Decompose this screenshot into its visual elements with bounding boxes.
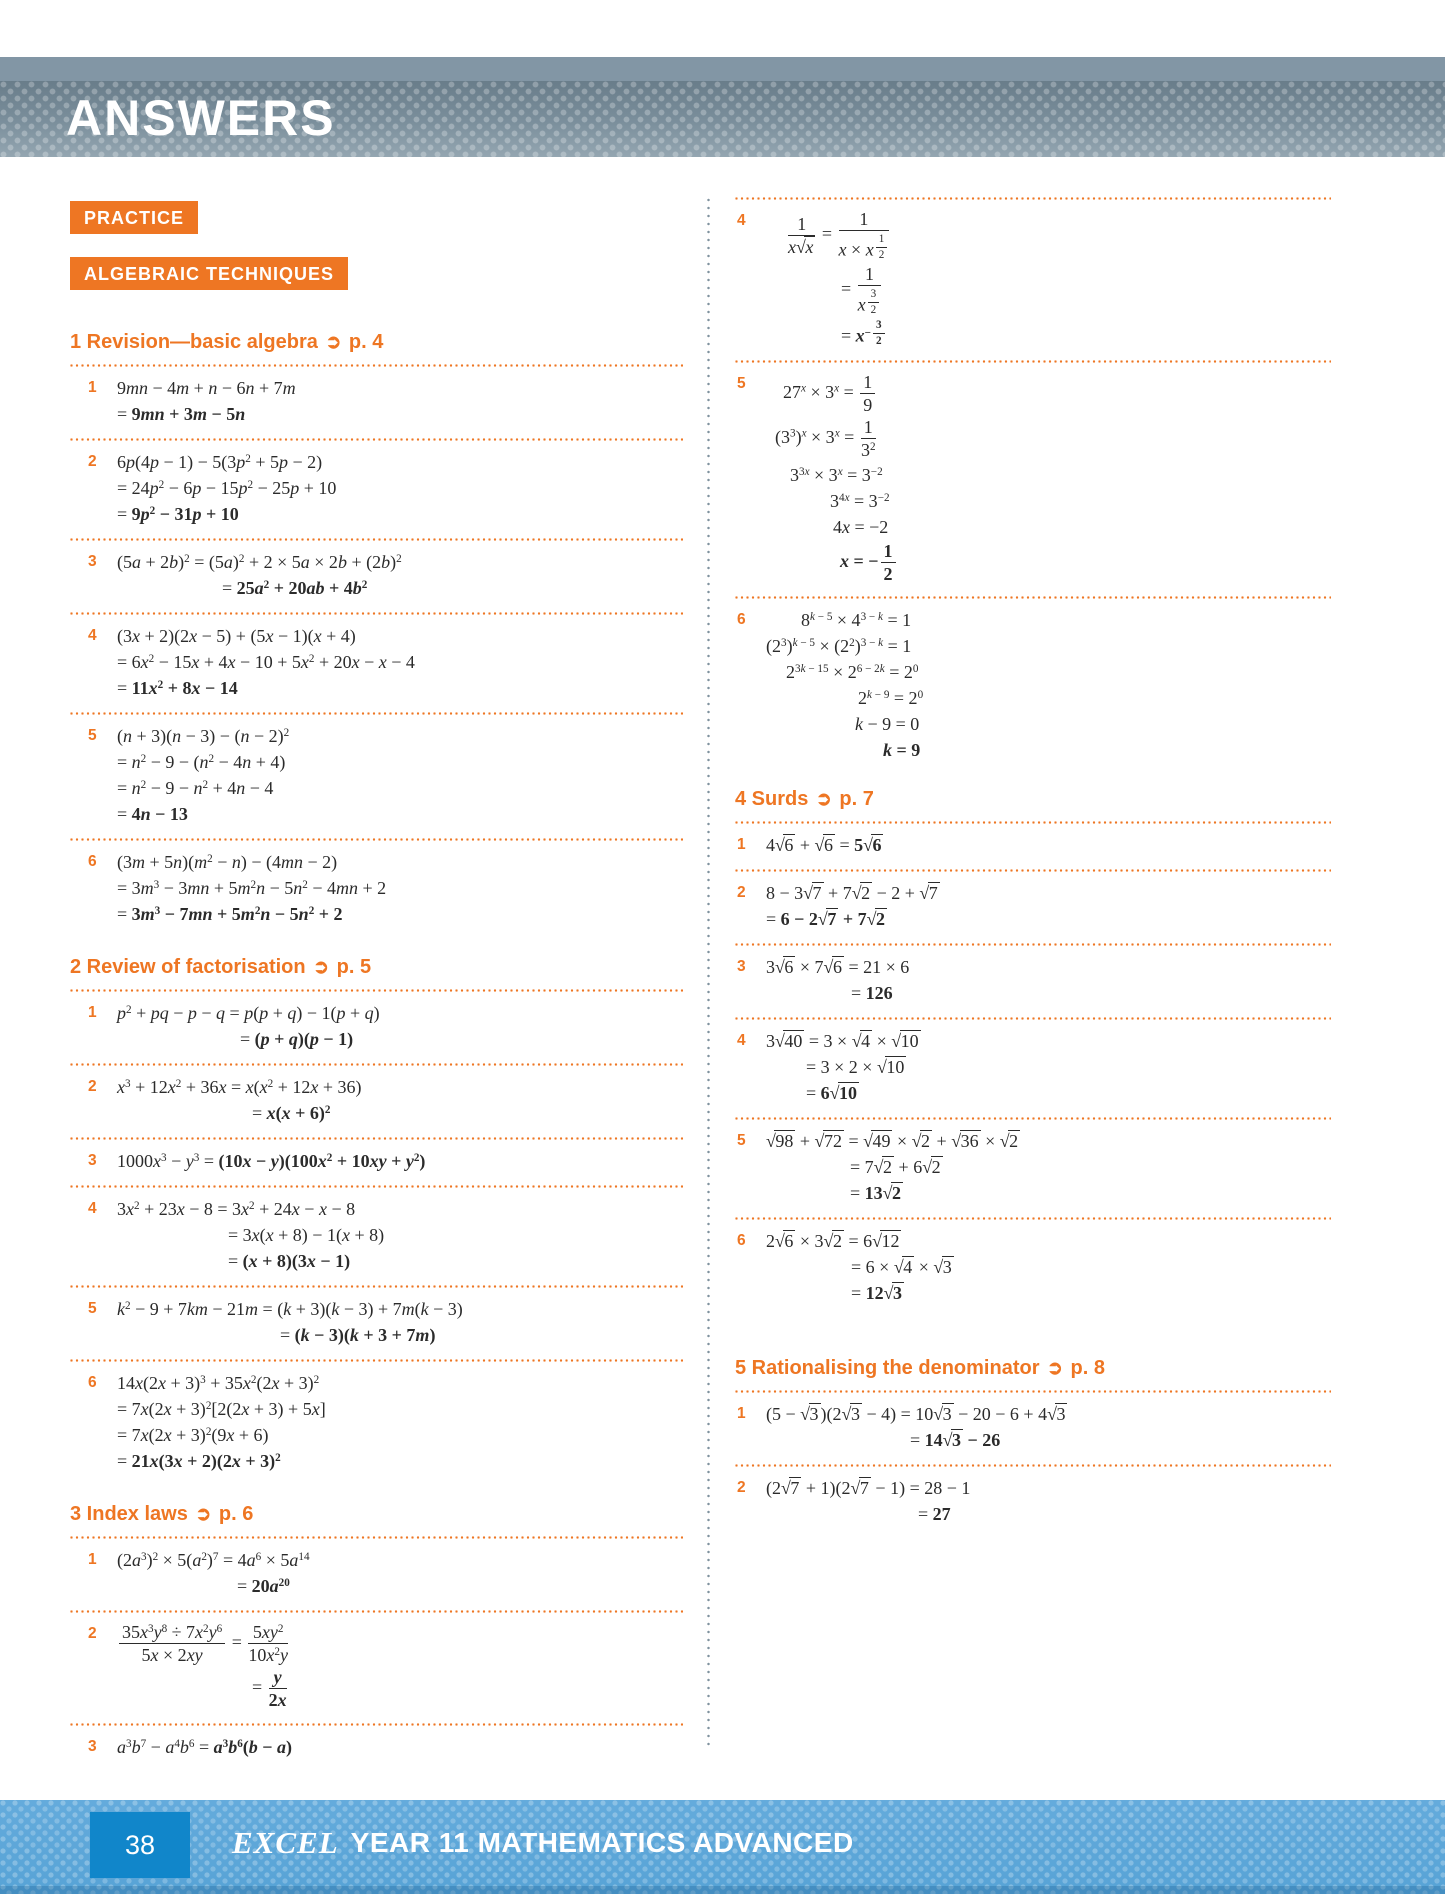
practice-label: PRACTICE — [70, 201, 198, 234]
math-line: 9mn − 4m + n − 6n + 7m — [117, 378, 296, 398]
math-line: 8 − 3√7 + 7√2 − 2 + √7 — [766, 882, 938, 903]
math-line: $(5a + 2b)^2 = (5a)^2 + 2 \times 5a \times 2b + (2b)^2$ — [117, 552, 402, 572]
item-number: 5 — [88, 1300, 97, 1317]
item-number: 3 — [88, 553, 97, 570]
item-number: 4 — [737, 1031, 746, 1049]
page-title: ANSWERS — [66, 90, 336, 146]
item-body — [766, 1401, 1331, 1453]
page-ref-arrow-icon: ➲ — [195, 1504, 212, 1525]
math-line: = 12√3 — [851, 1282, 903, 1303]
answer-item — [70, 1146, 683, 1178]
item-number: 1 — [737, 1404, 746, 1422]
item-separator — [70, 1063, 683, 1066]
math-line: $\frac{35x^3y^8 \div 7x^2y^6}{5x \times 2xy}$ = $\frac{5xy^2}{10x^2y}$ — [117, 1621, 683, 1666]
math-line: $(2a^3)^2 \times 5(a^2)^7 = 4a^6 \times 5a^{14}$ — [117, 1550, 310, 1570]
item-body — [766, 1228, 1331, 1306]
math-line: $2^{3k - 15} \times 2^{6 - 2k} = 2^0$ — [786, 661, 919, 682]
math-line: (5 − √3 )(2√3 − 4) = 10√3 − 20 − 6 + 4√3 — [766, 1403, 1066, 1424]
math-line: $k^2 - 9 + 7km - 21m = (k + 3)(k - 3) + 7m(k - 3)$ — [117, 1299, 463, 1319]
answer-item — [735, 1126, 1331, 1210]
item-number: 2 — [88, 1078, 97, 1095]
answer-item — [735, 206, 1331, 353]
item-body — [117, 1074, 683, 1126]
math-line: = $25a^2 + 20ab + 4b^2$ — [222, 578, 368, 598]
math-line: 4x = −2 — [833, 516, 889, 537]
item-body — [117, 723, 683, 827]
math-line: = 7√2 + 6√2 — [850, 1156, 941, 1177]
math-line: 3√6 × 7√6 = 21 × 6 — [766, 956, 910, 977]
item-separator — [735, 197, 1331, 200]
series-name: EXCEL — [232, 1825, 339, 1860]
answer-item — [735, 1399, 1331, 1457]
page-ref-arrow-icon: ➲ — [1047, 1357, 1063, 1379]
math-line: $3^{4x} = 3^{-2}$ — [830, 490, 890, 511]
answer-item — [735, 1226, 1331, 1310]
item-separator — [735, 1217, 1331, 1220]
math-line: = 14√3 − 26 — [910, 1429, 1001, 1450]
math-line: $3^{3x} \times 3^x = 3^{-2}$ — [790, 464, 883, 485]
math-line: x = − $\frac{1}{2}$ — [840, 540, 1331, 585]
item-number: 3 — [737, 957, 746, 975]
item-number: 6 — [88, 1374, 97, 1391]
item-number: 6 — [737, 610, 746, 628]
math-line: = (p + q)(p − 1) — [240, 1029, 354, 1049]
section-heading-text: 3 Index laws — [70, 1503, 194, 1525]
math-line: = $11x^2 + 8x - 14$ — [117, 678, 238, 698]
item-body — [117, 1621, 683, 1712]
banner-halftone-band — [0, 81, 1445, 157]
topic-label: ALGEBRAIC TECHNIQUES — [70, 257, 348, 290]
math-line: $27^x \times 3^x$ = $\frac{1}{9}$ — [783, 371, 1331, 416]
math-line: $14x(2x + 3)^3 + 35x^2(2x + 3)^2$ — [117, 1373, 320, 1393]
item-separator — [70, 438, 683, 441]
math-line: $\frac{1}{x√x}$ = 1 x × x $^{\frac{1}{2}}$ — [786, 208, 1331, 263]
item-separator — [735, 943, 1331, 946]
item-body — [117, 1370, 683, 1474]
math-line: = $21x(3x + 2)(2x + 3)^2$ — [117, 1451, 281, 1471]
item-separator — [70, 838, 683, 841]
answer-item — [735, 830, 1331, 862]
math-line: (2√7 + 1)(2√7 − 1) = 28 − 1 — [766, 1477, 971, 1498]
math-line: $1000x^3 - y^3 = (10x - y)(100x^2 + 10xy + y^2)$ — [117, 1151, 426, 1171]
item-body — [117, 849, 683, 927]
math-line: $8^{k - 5} \times 4^{3 - k} = 1$ — [801, 609, 912, 630]
banner-top-strip — [0, 57, 1445, 81]
math-line: = $24p^2 - 6p - 15p^2 - 25p + 10$ — [117, 478, 337, 498]
math-line: = $7x(2x + 3)^2(9x + 6)$ — [117, 1425, 269, 1445]
page-ref-arrow-icon: ➲ — [815, 788, 832, 810]
item-body — [766, 1128, 1331, 1206]
math-line: k − 9 = 0 — [855, 713, 920, 734]
math-line: $p^2$ + pq − p − q = p(p + q) − 1(p + q) — [117, 1003, 380, 1023]
item-body — [766, 371, 1331, 585]
item-separator — [735, 869, 1331, 872]
item-body — [766, 607, 1331, 763]
item-separator — [735, 1464, 1331, 1467]
math-line: = 27 — [918, 1503, 951, 1524]
answer-item — [735, 878, 1331, 936]
answer-item — [735, 952, 1331, 1010]
math-line: = $3m^3 - 7mn + 5m^2n - 5n^2 + 2$ — [117, 904, 343, 924]
math-line: = $n^2 - 9 - n^2 + 4n - 4$ — [117, 778, 274, 798]
section-heading-text: 2 Review of factorisation — [70, 956, 312, 978]
item-number: 5 — [737, 1131, 746, 1149]
math-line: 4√6 + √6 = 5√6 — [766, 834, 882, 855]
item-body — [117, 1148, 683, 1174]
answers-banner — [0, 57, 1445, 157]
item-separator — [735, 1390, 1331, 1393]
item-number: 3 — [88, 1152, 97, 1169]
math-line: = 13√2 — [850, 1182, 902, 1203]
math-line: k = 9 — [883, 739, 921, 760]
item-body — [117, 1296, 683, 1348]
item-separator — [70, 1185, 683, 1188]
item-separator — [70, 612, 683, 615]
math-line: = 4n − 13 — [117, 804, 188, 824]
item-body — [117, 1547, 683, 1599]
answer-item — [735, 1026, 1331, 1110]
item-separator — [735, 596, 1331, 599]
item-number: 2 — [88, 453, 97, 470]
math-line: $(2^3)^{k - 5} \times (2^2)^{3 - k} = 1$ — [766, 635, 912, 656]
section-heading-text: 5 Rationalising the denominator — [735, 1356, 1046, 1379]
item-number: 2 — [737, 1478, 746, 1496]
item-number: 2 — [737, 883, 746, 901]
page-number: 38 — [124, 1829, 156, 1860]
section-heading — [735, 1356, 1331, 1381]
math-line: = 126 — [851, 982, 893, 1003]
math-line: √98 + √72 = √49 × √2 + √36 × √2 — [766, 1130, 1019, 1151]
page-ref: p. 5 — [331, 956, 372, 978]
answer-item — [70, 1072, 683, 1130]
right-column — [735, 190, 1331, 1531]
item-number: 4 — [88, 627, 97, 644]
item-body — [766, 832, 1331, 858]
item-body — [117, 549, 683, 601]
math-line: $3x^2 + 23x - 8 = 3x^2 + 24x - x - 8$ — [117, 1199, 356, 1219]
item-separator — [70, 1723, 683, 1726]
math-line: = $n^2 - 9 - (n^2 - 4n + 4)$ — [117, 752, 286, 772]
math-line: $(3m + 5n)(m^2 - n) - (4mn - 2)$ — [117, 852, 338, 872]
math-line: (3x + 2)(2x − 5) + (5x − 1)(x + 4) — [117, 626, 356, 646]
page-ref-arrow-icon: ➲ — [313, 957, 330, 978]
math-line: $2^{k - 9} = 2^0$ — [858, 687, 924, 708]
answer-item — [70, 621, 683, 705]
item-separator — [70, 1610, 683, 1613]
answer-item — [70, 1619, 683, 1716]
item-number: 5 — [737, 374, 746, 392]
answer-item — [70, 447, 683, 531]
page-ref: p. 8 — [1064, 1356, 1105, 1379]
answer-item — [70, 547, 683, 605]
page-ref: p. 7 — [833, 787, 874, 810]
item-body — [117, 449, 683, 527]
item-number: 3 — [88, 1737, 97, 1755]
item-number: 2 — [88, 1625, 97, 1642]
math-line: = 6 − 2√7 + 7√2 — [766, 908, 885, 929]
item-number: 4 — [88, 1200, 97, 1217]
left-column — [70, 330, 683, 1764]
answer-item — [70, 1294, 683, 1352]
math-line: = $x^{- \frac{3}{2}}$ — [841, 318, 1331, 349]
item-separator — [735, 1117, 1331, 1120]
item-separator — [70, 364, 683, 367]
book-title: YEAR 11 MATHEMATICS ADVANCED — [350, 1827, 854, 1858]
section-heading-text: 1 Revision—basic algebra — [70, 331, 324, 353]
page-ref: p. 6 — [213, 1503, 254, 1525]
answer-item — [70, 847, 683, 931]
section-heading — [70, 330, 683, 355]
math-line: = $6x^2 - 15x + 4x - 10 + 5x^2 + 20x - x - 4$ — [117, 652, 415, 672]
answer-item — [70, 373, 683, 431]
math-line: = $\frac{y}{2x}$ — [252, 1667, 287, 1711]
math-line: = $20a^{20}$ — [237, 1576, 290, 1596]
item-body — [766, 1475, 1331, 1527]
item-separator — [70, 1359, 683, 1362]
answer-item — [70, 1368, 683, 1478]
math-line: = 3 × 2 × √10 — [806, 1056, 905, 1077]
item-separator — [70, 989, 683, 992]
column-divider — [707, 198, 710, 1746]
answer-item — [70, 721, 683, 831]
answer-item — [735, 605, 1331, 767]
math-line: = 6 × √4 × √3 — [851, 1256, 952, 1277]
item-body — [117, 375, 683, 427]
item-separator — [70, 712, 683, 715]
item-body — [766, 880, 1331, 932]
math-line: = (x + 8)(3x − 1) — [228, 1251, 351, 1271]
item-separator — [735, 1017, 1331, 1020]
footer-title — [232, 1800, 854, 1886]
page-ref: p. 4 — [343, 331, 384, 353]
math-line: = 6√10 — [806, 1082, 858, 1103]
item-body — [117, 1000, 683, 1052]
math-line: 3√40 = 3 × √4 × √10 — [766, 1030, 919, 1051]
item-body — [766, 1028, 1331, 1106]
item-separator — [70, 1137, 683, 1140]
answer-item — [70, 1732, 683, 1764]
item-number: 1 — [88, 1004, 97, 1021]
item-separator — [70, 1285, 683, 1288]
item-number: 1 — [88, 1551, 97, 1568]
item-body — [117, 623, 683, 701]
answer-item — [70, 998, 683, 1056]
item-body — [766, 954, 1331, 1006]
answer-item — [70, 1194, 683, 1278]
item-number: 6 — [88, 853, 97, 870]
math-line: $6p(4p - 1) - 5(3p^2 + 5p - 2)$ — [117, 452, 323, 472]
answer-item — [735, 369, 1331, 589]
item-separator — [70, 538, 683, 541]
math-line: = $3m^3 - 3mn + 5m^2n - 5n^2 - 4mn + 2$ — [117, 878, 387, 898]
item-body — [117, 1734, 683, 1760]
math-line: = $9p^2 - 31p + 10$ — [117, 504, 239, 524]
item-number: 1 — [88, 379, 97, 396]
section-heading — [735, 787, 1331, 812]
footer — [0, 1800, 1445, 1894]
math-line: = (k − 3)(k + 3 + 7m) — [280, 1325, 436, 1345]
section-heading — [70, 1502, 683, 1527]
section-heading-text: 4 Surds — [735, 787, 814, 810]
math-line: = 1 x $^{\frac{3}{2}}$ — [841, 263, 1331, 318]
math-line: $(3^3)^x \times 3^x$ = $\frac{1}{3^2}$ — [775, 417, 876, 461]
math-line: $a^3b^7 - a^4b^6 = a^3b^6(b - a)$ — [117, 1736, 293, 1757]
item-number: 1 — [737, 835, 746, 853]
item-separator — [735, 360, 1331, 363]
math-line: = 9mn + 3m − 5n — [117, 404, 246, 424]
item-body — [766, 208, 1331, 349]
item-number: 6 — [737, 1231, 746, 1249]
math-line: = $x(x + 6)^2$ — [252, 1103, 331, 1123]
page-ref-arrow-icon: ➲ — [325, 332, 342, 353]
item-separator — [70, 1536, 683, 1539]
section-heading — [70, 955, 683, 980]
item-number: 5 — [88, 727, 97, 744]
item-body — [117, 1196, 683, 1274]
math-line: 2√6 × 3√2 = 6√12 — [766, 1230, 900, 1251]
math-line: = $7x(2x + 3)^2[2(2x + 3) + 5x]$ — [117, 1399, 326, 1419]
math-line: $x^3 + 12x^2 + 36x = x(x^2 + 12x + 36)$ — [117, 1077, 362, 1097]
math-line: = 3x(x + 8) − 1(x + 8) — [228, 1225, 385, 1245]
item-number: 4 — [737, 212, 746, 229]
answer-item — [735, 1473, 1331, 1531]
math-line: $(n + 3)(n - 3) - (n - 2)^2$ — [117, 726, 290, 746]
page-number-box — [90, 1812, 190, 1878]
item-separator — [735, 821, 1331, 824]
answer-item — [70, 1545, 683, 1603]
